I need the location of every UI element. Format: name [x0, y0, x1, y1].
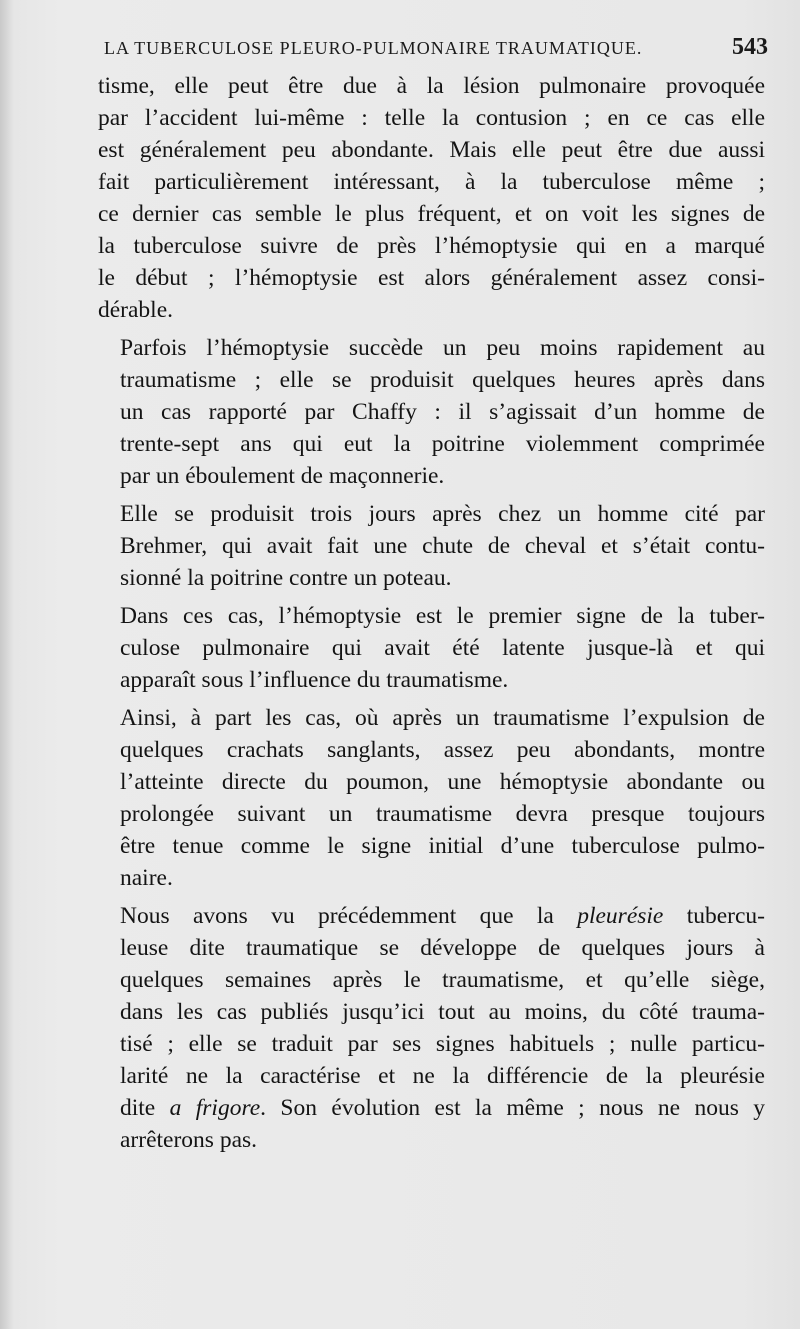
text-line: prolongée suivant un traumatisme devra presque toujours — [120, 801, 765, 827]
text-line: Dans ces cas, l’hémoptysie est le premier signe de la tuber- — [120, 603, 765, 629]
text-line: Parfois l’hémoptysie succède un peu moins rapidement au — [120, 335, 765, 361]
page-number: 543 — [732, 34, 768, 60]
paragraph-3 — [98, 498, 765, 594]
body-text — [98, 70, 765, 1162]
text-line: le début ; l’hémoptysie est alors généralement assez consi- — [98, 265, 765, 291]
paragraph-6 — [98, 900, 765, 1156]
text-run: dite — [120, 1095, 170, 1121]
text-line — [98, 1092, 765, 1124]
text-line: tisme, elle peut être due à la lésion pulmonaire provoquée — [98, 73, 765, 99]
text-line: la tuberculose suivre de près l’hémoptysie qui en a marqué — [98, 233, 765, 259]
text-line: leuse dite traumatique se développe de quelques jours à — [120, 935, 765, 961]
text-line: trente-sept ans qui eut la poitrine violemment comprimée — [120, 431, 765, 457]
text-line: dans les cas publiés jusqu’ici tout au moins, du côté trauma- — [120, 999, 765, 1025]
text-line: par l’accident lui-même : telle la contusion ; en ce cas elle — [98, 105, 765, 131]
text-line: par un éboulement de maçonnerie. — [120, 463, 445, 489]
italic-term: a frigore — [169, 1095, 261, 1121]
text-line: naire. — [120, 865, 173, 891]
running-title: LA TUBERCULOSE PLEURO-PULMONAIRE TRAUMATIQUE. — [104, 38, 643, 58]
italic-term: pleurésie — [577, 903, 664, 929]
text-run: Nous avons vu précédemment que la — [120, 903, 578, 929]
text-line: Brehmer, qui avait fait une chute de cheval et s’était contu- — [120, 533, 765, 559]
text-line: fait particulièrement intéressant, à la tuberculose même ; — [98, 169, 765, 195]
text-line: quelques semaines après le traumatisme, et qu’elle siège, — [120, 967, 765, 993]
text-line: traumatisme ; elle se produisit quelques heures après dans — [120, 367, 765, 393]
text-line: dérable. — [98, 297, 174, 323]
text-line: un cas rapporté par Chaffy : il s’agissait d’un homme de — [120, 399, 765, 425]
text-run: tubercu- — [663, 903, 765, 929]
running-head — [104, 34, 768, 64]
text-line: l’atteinte directe du poumon, une hémoptysie abondante ou — [120, 769, 765, 795]
paragraph-1 — [98, 70, 765, 326]
text-line: ce dernier cas semble le plus fréquent, et on voit les signes de — [98, 201, 765, 227]
paragraph-4 — [98, 600, 765, 696]
paragraph-2 — [98, 332, 765, 492]
text-line: sionné la poitrine contre un poteau. — [120, 565, 452, 591]
text-line: culose pulmonaire qui avait été latente jusque-là et qui — [120, 635, 765, 661]
text-line — [98, 900, 765, 932]
text-line: Elle se produisit trois jours après chez un homme cité par — [120, 501, 765, 527]
text-line: arrêterons pas. — [120, 1127, 258, 1153]
text-line: tisé ; elle se traduit par ses signes habituels ; nulle particu- — [120, 1031, 765, 1057]
text-line: quelques crachats sanglants, assez peu abondants, montre — [120, 737, 765, 763]
paragraph-5 — [98, 702, 765, 894]
text-line: être tenue comme le signe initial d’une tuberculose pulmo- — [120, 833, 765, 859]
text-line: Ainsi, à part les cas, où après un traumatisme l’expulsion de — [120, 705, 765, 731]
text-run: . Son évolution est la même ; nous ne nous y — [260, 1095, 765, 1121]
text-line: larité ne la caractérise et ne la différencie de la pleurésie — [120, 1063, 765, 1089]
text-line: est généralement peu abondante. Mais elle peut être due aussi — [98, 137, 765, 163]
text-line: apparaît sous l’influence du traumatisme. — [120, 667, 509, 693]
